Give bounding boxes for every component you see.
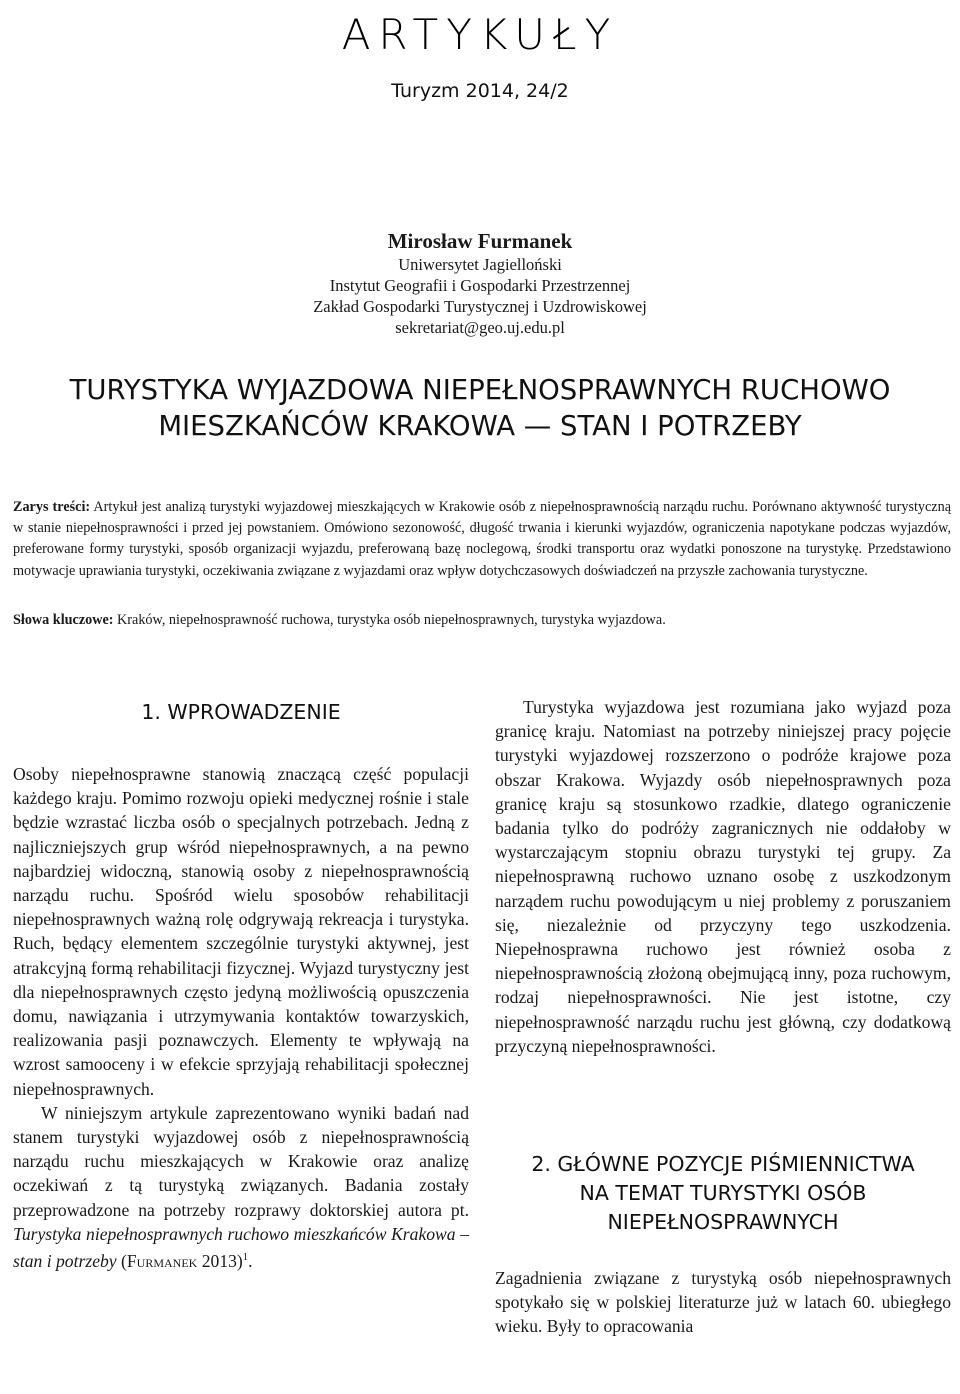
citation-end: . bbox=[248, 1250, 253, 1271]
dissertation-title: Turystyka niepełnosprawnych ruchowo mieszkańców Krakowa – stan i potrzeby bbox=[13, 1223, 469, 1271]
left-column bbox=[13, 762, 469, 1273]
definition-paragraph: Turystyka wyjazdowa jest rozumiana jako wyjazd poza granicę kraju. Natomiast na potrzeby niniejszej pracy pojęcie turystyki wyjazdowej rozszerzono o podróże krajowe poza obszar Krakowa. Wyjazdy osób niepełnosprawnych poza granicę kraju są stosunkowo rzadkie, dlatego ograniczenie badania tylko do podróży zagranicznych nie oddałoby w wystarczającym stopniu obrazu turystyki tej grupy. Za niepełnosprawną ruchowo uznano osobę z uszkodzonym narządem ruchu powodującym u niej problemy z poruszaniem się, niezależnie od przyczyny tego uszkodzenia. Niepełnosprawna ruchowo jest również osoba z niepełnosprawnością złożoną obejmującą inny, poza ruchowym, rodzaj niepełnosprawności. Nie jest istotne, czy niepełnosprawność narządu ruchu jest główną, czy dodatkową przyczyną niepełnosprawności. bbox=[495, 697, 951, 1056]
abstract-label: Zarys treści: bbox=[13, 499, 91, 515]
affiliation-institute: Instytut Geografii i Gospodarki Przestrzennej bbox=[329, 276, 631, 295]
section-heading-1: 1. WPROWADZENIE bbox=[141, 700, 341, 724]
literature-column bbox=[495, 1266, 951, 1339]
intro-paragraph-2-text: W niniejszym artykule zaprezentowano wyniki badań nad stanem turystyki wyjazdowej osób z niepełnosprawnością narządu ruchu mieszkających w Krakowie oraz analizę oczekiwań z tą turystyką związanych. Badania zostały przeprowadzone na potrzeby rozprawy doktorskiej autora pt. bbox=[13, 1102, 469, 1220]
affiliation-university: Uniwersytet Jagielloński bbox=[398, 255, 562, 274]
keywords bbox=[13, 610, 951, 631]
keywords-text: Kraków, niepełnosprawność ruchowa, turystyka osób niepełnosprawnych, turystyka wyjazdowa. bbox=[117, 612, 666, 628]
abstract-text: Artykuł jest analizą turystyki wyjazdowej mieszkających w Krakowie osób z niepełnosprawnością narządu ruchu. Porównano aktywność turystyczną w stanie niepełnosprawności i przed jej powstaniem. Omówiono sezonowość, długość trwania i kierunki wyjazdów, ograniczenia napotykane podczas wyjazdów, preferowane formy turystyki, sposób organizacji wyjazdu, preferowaną bazę noclegową, środki transportu oraz wydatki ponoszone na turystykę. Przedstawiono motywacje uprawiania turystyki, oczekiwania związane z wyjazdami oraz wpływ dotychczasowych doświadczeń na przyszłe zachowania turystyczne. bbox=[13, 499, 951, 579]
journal-section-title: ARTYKUŁY bbox=[341, 10, 619, 59]
section-heading-2-line-3: NIEPEŁNOSPRAWNYCH bbox=[607, 1210, 839, 1234]
right-column bbox=[495, 695, 951, 1058]
article-title-line-1: TURYSTYKA WYJAZDOWA NIEPEŁNOSPRAWNYCH RUCHOWO bbox=[69, 374, 891, 406]
author-block bbox=[0, 228, 960, 338]
footnote-marker: 1 bbox=[242, 1252, 249, 1264]
section-heading-2 bbox=[495, 1150, 951, 1237]
citation-year: 2013) bbox=[197, 1250, 243, 1271]
keywords-label: Słowa kluczowe: bbox=[13, 612, 114, 628]
article-title bbox=[0, 372, 960, 444]
article-title-line-2: MIESZKAŃCÓW KRAKOWA — STAN I POTRZEBY bbox=[158, 410, 802, 442]
intro-paragraph-1: Osoby niepełnosprawne stanowią znaczącą część populacji każdego kraju. Pomimo rozwoju opieki medycznej rośnie i stale będzie wzrastać liczba osób o specjalnych potrzebach. Jedną z najliczniejszych grup wśród niepełnosprawnych, a na pewno najbardziej widoczną, stanowią osoby z niepełnosprawnością narządu ruchu. Spośród wielu sposobów rehabilitacji niepełnosprawnych ważną rolę odgrywają rekreacja i turystyka. Ruch, będący elementem szczególnie turystyki aktywnej, jest atrakcyjną formą rehabilitacji fizycznej. Wyjazd turystyczny jest dla niepełnosprawnych często jedyną możliwością opuszczenia domu, nawiązania i utrzymywania kontaktów towarzyskich, realizowania pasji poznawczych. Elementy te wpływają na wzrost samooceny i w efekcie sprzyjają rehabilitacji społecznej niepełnosprawnych. bbox=[13, 764, 469, 1099]
citation-author: Furmanek bbox=[126, 1250, 198, 1271]
literature-paragraph: Zagadnienia związane z turystyką osób niepełnosprawnych spotykało się w polskiej literaturze już w latach 60. ubiegłego wieku. Były to opracowania bbox=[495, 1268, 951, 1337]
author-email: sekretariat@geo.uj.edu.pl bbox=[395, 318, 565, 337]
section-heading-2-line-2: NA TEMAT TURYSTYKI OSÓB bbox=[579, 1181, 867, 1205]
citation-open: ( bbox=[116, 1250, 127, 1271]
section-heading-2-line-1: 2. GŁÓWNE POZYCJE PIŚMIENNICTWA bbox=[531, 1152, 915, 1176]
journal-issue: Turyzm 2014, 24/2 bbox=[391, 80, 569, 102]
abstract bbox=[13, 497, 951, 582]
intro-paragraph-2 bbox=[13, 1101, 469, 1273]
affiliation-department: Zakład Gospodarki Turystycznej i Uzdrowiskowej bbox=[313, 297, 647, 316]
author-name: Mirosław Furmanek bbox=[387, 229, 573, 253]
